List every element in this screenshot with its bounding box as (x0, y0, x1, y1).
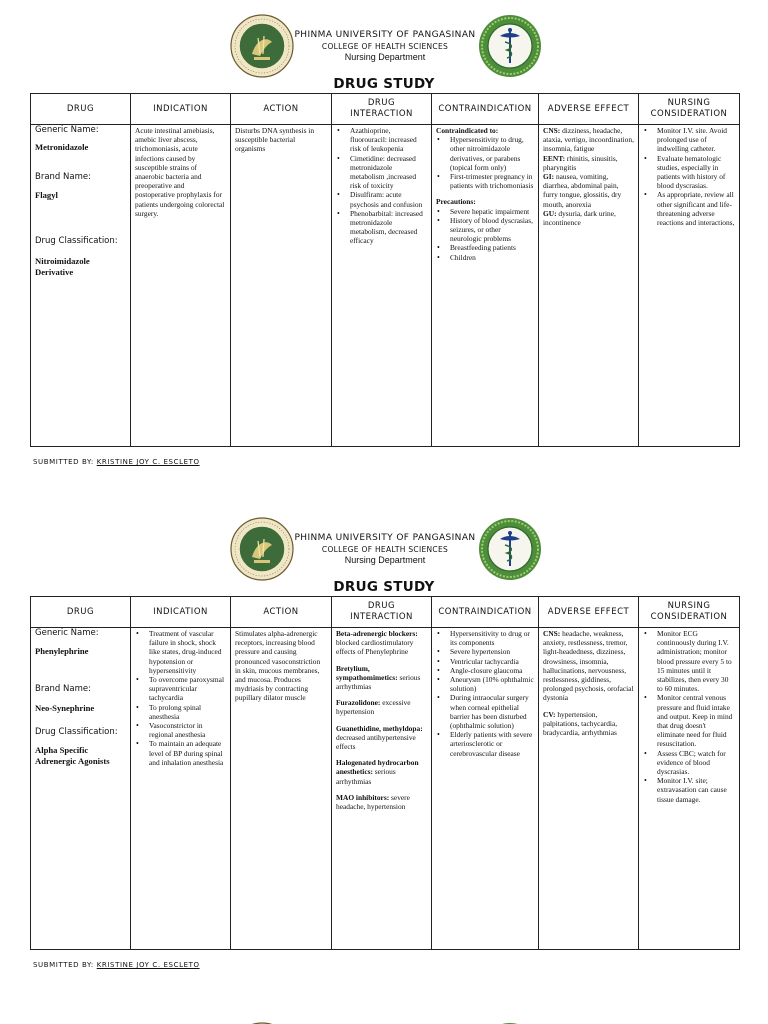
adverse-system: CNS: (543, 629, 561, 638)
list-item: • Aneurysm (10% ophthalmic solution) (436, 675, 534, 693)
adverse-entry (543, 172, 634, 209)
list-item: • To overcome paroxysmal supraventricular tachycardia (135, 675, 226, 703)
brand-name-label: Brand Name: (35, 172, 91, 183)
adverse-system: CNS: (543, 126, 561, 135)
col-header-nursing-l1: NURSING (667, 98, 711, 108)
drug-classification-value-2: Derivative (35, 266, 74, 277)
list-item: • Ventricular tachycardia (436, 657, 534, 666)
contraindicated-heading: Contraindicated to: (436, 126, 499, 135)
list-item: • Phenobarbital: increased metronidazole metabolism, decreased efficacy (336, 209, 427, 246)
nursing-list (643, 126, 735, 227)
interaction-effect: excessive hypertension (336, 698, 411, 717)
col-header-nursing (639, 94, 740, 125)
col-header-interaction-l1: DRUG (367, 98, 396, 108)
nursing-department-logo (478, 517, 542, 581)
page-title: DRUG STUDY (333, 76, 435, 92)
list-item: • Treatment of vascular failure in shock, shock like states, drug-induced hypotension or hypersensitivity (135, 629, 226, 675)
nursing-consideration-cell (639, 628, 740, 950)
indication-text: Acute intestinal amebiasis, amebic liver abscess, trichomoniasis, acute infections caused by susceptible strains of anaerobic bacteria and preoperative and postoperative prophylaxis for patients undergoing colorectal surgery. (135, 126, 225, 218)
list-item: • Vasoconstrictor in regional anesthesia (135, 721, 226, 739)
col-header-indication: INDICATION (131, 94, 231, 125)
adverse-text: headache, weakness, anxiety, restlessness, tremor, light-headedness, dizziness, drowsiness, insomnia, hallucinations, nervousness, restlessness, giddiness, prolonged psychosis, orofacial dystonia (543, 629, 634, 703)
university-seal-logo (230, 14, 294, 78)
interaction-entry (336, 698, 427, 716)
col-header-adverse: ADVERSE EFFECT (539, 597, 639, 628)
col-header-nursing-l2: CONSIDERATION (650, 109, 728, 119)
list-item: • Azathioprine, fluorouracil: increased risk of leukopenia (336, 126, 427, 154)
precautions-heading: Precautions: (436, 197, 476, 207)
submitted-by (33, 961, 200, 969)
drug-classification-label: Drug Classification: (35, 236, 118, 247)
list-item: • Severe hepatic impairment (436, 207, 534, 216)
university-name: PHINMA UNIVERSITY OF PANGASINAN (294, 533, 476, 543)
college-name: COLLEGE OF HEALTH SCIENCES (321, 545, 449, 554)
col-header-interaction-l2: INTERACTION (350, 612, 413, 622)
list-item: • Breastfeeding patients (436, 243, 534, 252)
university-seal-logo (230, 517, 294, 581)
list-item: • Hypersensitivity to drug or its components (436, 629, 534, 647)
drug-cell (31, 628, 131, 950)
interaction-effect: serious arrhythmias (336, 672, 421, 692)
drug-study-page-3-partial (0, 1014, 768, 1024)
adverse-effect-cell (539, 125, 639, 447)
col-header-nursing (639, 597, 740, 628)
precautions-list (436, 207, 534, 262)
interaction-list (336, 126, 427, 246)
adverse-entry (543, 629, 634, 703)
col-header-interaction (332, 94, 432, 125)
drug-study-page-2 (0, 503, 768, 1003)
adverse-text: hypertension, palpitations, tachycardia, bradycardia, arrhythmias (543, 709, 618, 738)
indication-cell (131, 628, 231, 950)
interaction-effect: severe headache, hypertension (336, 792, 410, 812)
interaction-drug: Bretylium, sympathomimetics: (336, 663, 398, 682)
col-header-interaction-l1: DRUG (367, 601, 396, 611)
adverse-system: GU: (543, 208, 557, 218)
col-header-nursing-l1: NURSING (667, 601, 711, 611)
contraindication-cell (432, 628, 539, 950)
table-row (31, 125, 740, 447)
list-item: • To prolong spinal anesthesia (135, 703, 226, 721)
indication-list (135, 629, 226, 767)
action-cell (231, 628, 332, 950)
col-header-action: ACTION (231, 94, 332, 125)
contraindication-list (436, 629, 534, 758)
drug-study-table (30, 93, 740, 447)
col-header-interaction-l2: INTERACTION (350, 109, 413, 119)
interaction-entry (336, 793, 427, 811)
drug-classification-value-1: Nitroimidazole (35, 255, 90, 266)
generic-name-value: Phenylephrine (35, 646, 89, 657)
action-cell (231, 125, 332, 447)
list-item: • Evaluate hematologic studies, especially in patients with history of blood dyscrasias. (643, 154, 735, 191)
brand-name-value: Flagyl (35, 190, 58, 201)
list-item: • Monitor central venous pressure and fluid intake and output. Keep in mind that drug doesn't eliminate need for fluid resuscitation. (643, 693, 735, 748)
adverse-text: dizziness, headache, ataxia, vertigo, incoordination, insomnia, fatigue (543, 126, 634, 154)
interaction-effect: serious arrhythmias (336, 767, 396, 786)
indication-cell (131, 125, 231, 447)
table-header-row (31, 94, 740, 125)
col-header-contraindication: CONTRAINDICATION (432, 94, 539, 125)
list-item: • Cimetidine: decreased metronidazole metabolism ,increased risk of toxicity (336, 154, 427, 191)
list-item: • During intraocular surgery when corneal epithelial barrier has been disturbed (ophthalmic solution) (436, 693, 534, 730)
list-item: • Children (436, 253, 534, 262)
adverse-text: dysuria, dark urine, incontinence (543, 208, 616, 228)
col-header-adverse: ADVERSE EFFECT (539, 94, 639, 125)
list-item: • History of blood dyscrasias, seizures, or other neurologic problems (436, 216, 534, 244)
page-title: DRUG STUDY (333, 579, 435, 595)
interaction-entry (336, 664, 427, 692)
contraindication-cell (432, 125, 539, 447)
university-name: PHINMA UNIVERSITY OF PANGASINAN (294, 30, 476, 40)
submitted-by-label: SUBMITTED BY: (33, 458, 94, 466)
interaction-entry (336, 629, 427, 657)
college-name: COLLEGE OF HEALTH SCIENCES (321, 42, 449, 51)
adverse-entry (543, 126, 634, 154)
table-row (31, 628, 740, 950)
table-header-row (31, 597, 740, 628)
drug-study-page-1 (0, 0, 768, 500)
action-text: Stimulates alpha-adrenergic receptors, increasing blood pressure and causing pronounced vasoconstriction in skin, mucous membranes, and mucosa. Produces mydriasis by contracting pupillary dilator muscle (235, 629, 321, 703)
submitted-by (33, 458, 200, 466)
interaction-effect: decreased antihypertensive effects (336, 732, 416, 752)
action-text: Disturbs DNA synthesis in susceptible bacterial organisms (235, 126, 315, 154)
drug-classification-value-2: Adrenergic Agonists (35, 755, 110, 766)
nursing-list (643, 629, 735, 804)
adverse-entry (543, 209, 634, 227)
list-item: • Hypersensitivity to drug, other nitroimidazole derivatives, or parabens (topical form only) (436, 135, 534, 172)
adverse-system: CV: (543, 709, 556, 719)
submitted-by-name: KRISTINE JOY C. ESCLETO (96, 961, 200, 969)
generic-name-label: Generic Name: (35, 125, 99, 135)
interaction-entry (336, 724, 427, 752)
list-item: • As appropriate, review all other significant and life-threatening adverse reactions and interactions, (643, 190, 735, 227)
generic-name-label: Generic Name: (35, 628, 99, 638)
generic-name-value: Metronidazole (35, 142, 89, 153)
drug-classification-value-1: Alpha Specific (35, 744, 89, 755)
interaction-drug: Guanethidine, methyldopa: (336, 723, 423, 733)
interaction-drug: MAO inhibitors: (336, 792, 390, 802)
adverse-system: GI: (543, 172, 555, 182)
submitted-by-label: SUBMITTED BY: (33, 961, 94, 969)
nursing-department-logo (478, 14, 542, 78)
col-header-nursing-l2: CONSIDERATION (650, 612, 728, 622)
page-header (0, 14, 768, 80)
list-item: • Disulfiram: acute psychosis and confusion (336, 190, 427, 208)
brand-name-value: Neo-Synephrine (35, 703, 95, 714)
brand-name-label: Brand Name: (35, 684, 91, 695)
drug-classification-label: Drug Classification: (35, 727, 118, 738)
interaction-entry (336, 758, 427, 786)
page-header (0, 517, 768, 583)
list-item: • Elderly patients with severe arteriosclerotic or cerebrovascular disease (436, 730, 534, 758)
nursing-consideration-cell (639, 125, 740, 447)
department-name: Nursing Department (344, 52, 426, 62)
adverse-effect-cell (539, 628, 639, 950)
list-item: • Severe hypertension (436, 647, 534, 656)
interaction-drug: Furazolidone: (336, 698, 381, 708)
interaction-drug: Beta-adrenergic blockers: (336, 629, 418, 638)
submitted-by-name: KRISTINE JOY C. ESCLETO (96, 458, 200, 466)
col-header-drug: DRUG (31, 94, 131, 125)
col-header-drug: DRUG (31, 597, 131, 628)
interaction-cell (332, 628, 432, 950)
col-header-interaction (332, 597, 432, 628)
contraindication-list (436, 135, 534, 190)
drug-cell (31, 125, 131, 447)
adverse-text: nausea, vomiting, diarrhea, abdominal pain, furry tongue, glossitis, dry mouth, anorexia (543, 172, 622, 209)
list-item: • Assess CBC; watch for evidence of blood dyscrasias. (643, 749, 735, 777)
interaction-drug: Halogenated hydrocarbon anesthetics: (336, 758, 419, 777)
list-item: • Monitor I.V. site. Avoid prolonged use of indwelling catheter. (643, 126, 735, 154)
header-text (290, 533, 480, 565)
list-item: • First-trimester pregnancy in patients with trichomoniasis (436, 172, 534, 190)
list-item: • Monitor ECG continuously during I.V. administration; monitor blood pressure every 5 to 15 minutes until it stabilizes, then every 30 to 60 minutes. (643, 629, 735, 693)
interaction-cell (332, 125, 432, 447)
interaction-effect: blocked cardiostimulatory effects of Phenylephrine (336, 638, 414, 657)
list-item: • To maintain an adequate level of BP during spinal and inhalation anesthesia (135, 739, 226, 767)
adverse-entry (543, 154, 634, 172)
list-item: • Monitor I.V. site; extravasation can cause tissue damage. (643, 776, 735, 804)
header-text (290, 30, 480, 62)
adverse-text: rhinitis, sinusitis, pharyngitis (543, 153, 618, 172)
list-item: • Angle-closure glaucoma (436, 666, 534, 675)
adverse-entry (543, 710, 634, 738)
department-name: Nursing Department (344, 555, 426, 565)
col-header-contraindication: CONTRAINDICATION (432, 597, 539, 628)
adverse-system: EENT: (543, 153, 566, 163)
col-header-action: ACTION (231, 597, 332, 628)
drug-study-table (30, 596, 740, 950)
col-header-indication: INDICATION (131, 597, 231, 628)
